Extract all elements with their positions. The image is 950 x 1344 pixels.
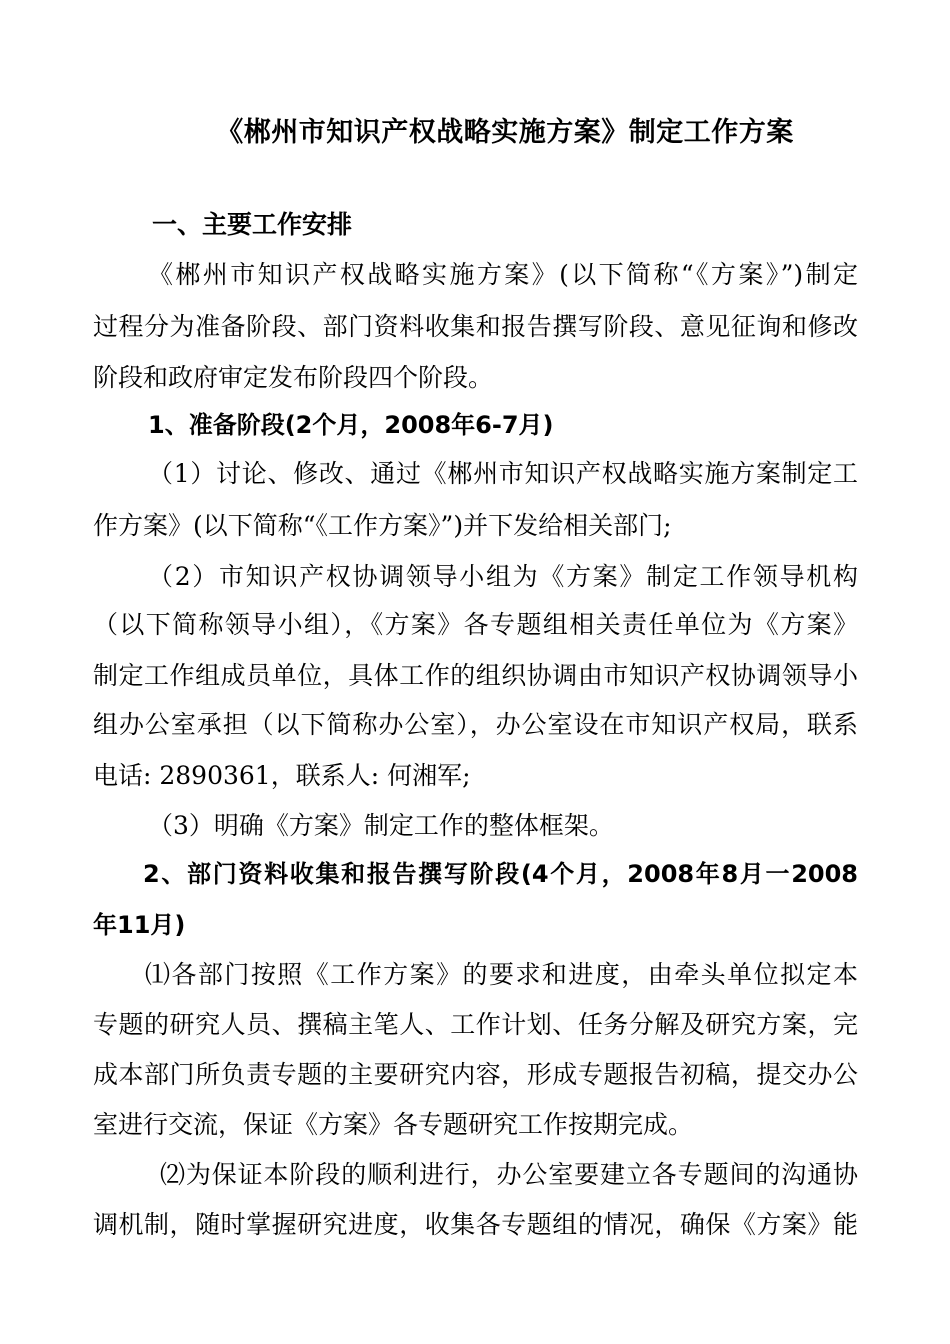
phase1-item2-line-2: （以下简称领导小组），《方案》各专题组相关责任单位为《方案》	[93, 610, 858, 639]
intro-line-1: 《郴州市知识产权战略实施方案》(以下简称“《方案》”)制定	[148, 260, 858, 289]
phase1-item1-line-1: （1）讨论、修改、通过《郴州市知识产权战略实施方案制定工	[148, 459, 858, 488]
phase2-item1-line-3: 成本部门所负责专题的主要研究内容，形成专题报告初稿，提交办公	[93, 1060, 858, 1089]
phase1-item3: （3）明确《方案》制定工作的整体框架。	[148, 811, 614, 840]
phase1-item2-line-4: 组办公室承担（以下简称办公室），办公室设在市知识产权局，联系	[93, 710, 858, 739]
document-title: 《郴州市知识产权战略实施方案》制定工作方案	[216, 117, 794, 148]
phase2-item1-line-1: ⑴各部门按照《工作方案》的要求和进度，由牵头单位拟定本	[145, 960, 858, 989]
phase1-item2-line-3: 制定工作组成员单位，具体工作的组织协调由市知识产权协调领导小	[93, 661, 858, 690]
phase2-item2-line-2: 调机制，随时掌握研究进度，收集各专题组的情况，确保《方案》能	[93, 1210, 858, 1239]
phase1-heading: 1、准备阶段(2个月，2008年6-7月)	[148, 411, 554, 439]
phase2-heading-line-1: 2、部门资料收集和报告撰写阶段(4个月，2008年8月一2008	[143, 860, 858, 888]
phase2-item1-line-4: 室进行交流，保证《方案》各专题研究工作按期完成。	[93, 1110, 694, 1139]
section-heading: 一、主要工作安排	[152, 210, 353, 239]
intro-line-3: 阶段和政府审定发布阶段四个阶段。	[93, 363, 494, 392]
phase1-item2-line-5: 电话: 2890361，联系人: 何湘军;	[93, 761, 471, 790]
phase2-heading-line-2: 年11月)	[93, 911, 186, 939]
phase2-item1-line-2: 专题的研究人员、撰稿主笔人、工作计划、任务分解及研究方案，完	[93, 1010, 858, 1039]
phase1-item2-line-1: （2）市知识产权协调领导小组为《方案》制定工作领导机构	[148, 562, 858, 591]
phase2-item2-line-1: ⑵为保证本阶段的顺利进行，办公室要建立各专题间的沟通协	[160, 1160, 858, 1189]
intro-line-2: 过程分为准备阶段、部门资料收集和报告撰写阶段、意见征询和修改	[93, 312, 858, 341]
phase1-item1-line-2: 作方案》(以下简称“《工作方案》”)并下发给相关部门;	[93, 511, 672, 540]
